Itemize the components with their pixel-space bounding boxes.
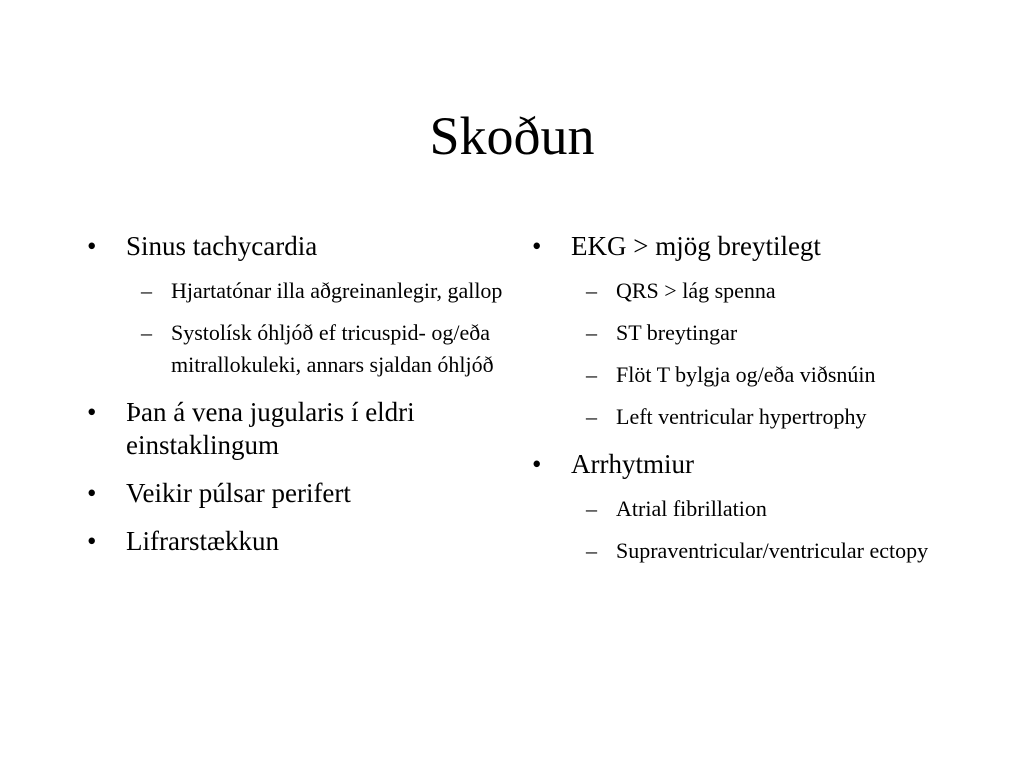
- dash-marker: –: [586, 362, 597, 387]
- dash-marker: –: [141, 320, 152, 345]
- dash-marker: –: [586, 538, 597, 563]
- dash-marker: –: [586, 278, 597, 303]
- sub-bullet-text: ST breytingar: [616, 320, 738, 345]
- sub-bullet-item: [530, 359, 950, 391]
- sub-bullet-text: QRS > lág spenna: [616, 278, 776, 303]
- bullet-item: [85, 477, 505, 510]
- left-bullet-list: [85, 230, 505, 573]
- sub-bullet-list: [571, 493, 950, 567]
- sub-bullet-item: [530, 317, 950, 349]
- bullet-text: Þan á vena jugularis í eldri einstaklingum: [126, 397, 415, 460]
- dash-marker: –: [586, 320, 597, 345]
- sub-bullet-item: [530, 275, 950, 307]
- sub-bullet-item: [85, 275, 505, 307]
- sub-bullet-item: [530, 401, 950, 433]
- sub-bullet-text: Supraventricular/ventricular ectopy: [616, 538, 929, 563]
- bullet-item: [85, 230, 505, 381]
- bullet-text: Veikir púlsar perifert: [126, 478, 351, 508]
- sub-bullet-list: [571, 275, 950, 433]
- bullet-text: Sinus tachycardia: [126, 231, 318, 261]
- dash-marker: –: [141, 278, 152, 303]
- bullet-text: EKG > mjög breytilegt: [571, 231, 821, 261]
- sub-bullet-item: [530, 493, 950, 525]
- dash-marker: –: [586, 404, 597, 429]
- bullet-item: [530, 230, 950, 433]
- sub-bullet-text: Left ventricular hypertrophy: [616, 404, 867, 429]
- bullet-text: Lifrarstækkun: [126, 526, 279, 556]
- bullet-item: [85, 525, 505, 558]
- sub-bullet-list: [126, 275, 505, 381]
- slide-title: Skoðun: [429, 106, 595, 166]
- sub-bullet-text: Systolísk óhljóð ef tricuspid- og/eða mitrallokuleki, annars sjaldan óhljóð: [171, 320, 494, 377]
- sub-bullet-item: [530, 535, 950, 567]
- bullet-item: [85, 396, 505, 462]
- sub-bullet-text: Flöt T bylgja og/eða viðsnúin: [616, 362, 876, 387]
- dash-marker: –: [586, 496, 597, 521]
- sub-bullet-text: Hjartatónar illa aðgreinanlegir, gallop: [171, 278, 503, 303]
- right-bullet-list: [530, 230, 950, 582]
- sub-bullet-text: Atrial fibrillation: [616, 496, 767, 521]
- bullet-text: Arrhytmiur: [571, 449, 694, 479]
- bullet-item: [530, 448, 950, 567]
- sub-bullet-item: [85, 317, 505, 381]
